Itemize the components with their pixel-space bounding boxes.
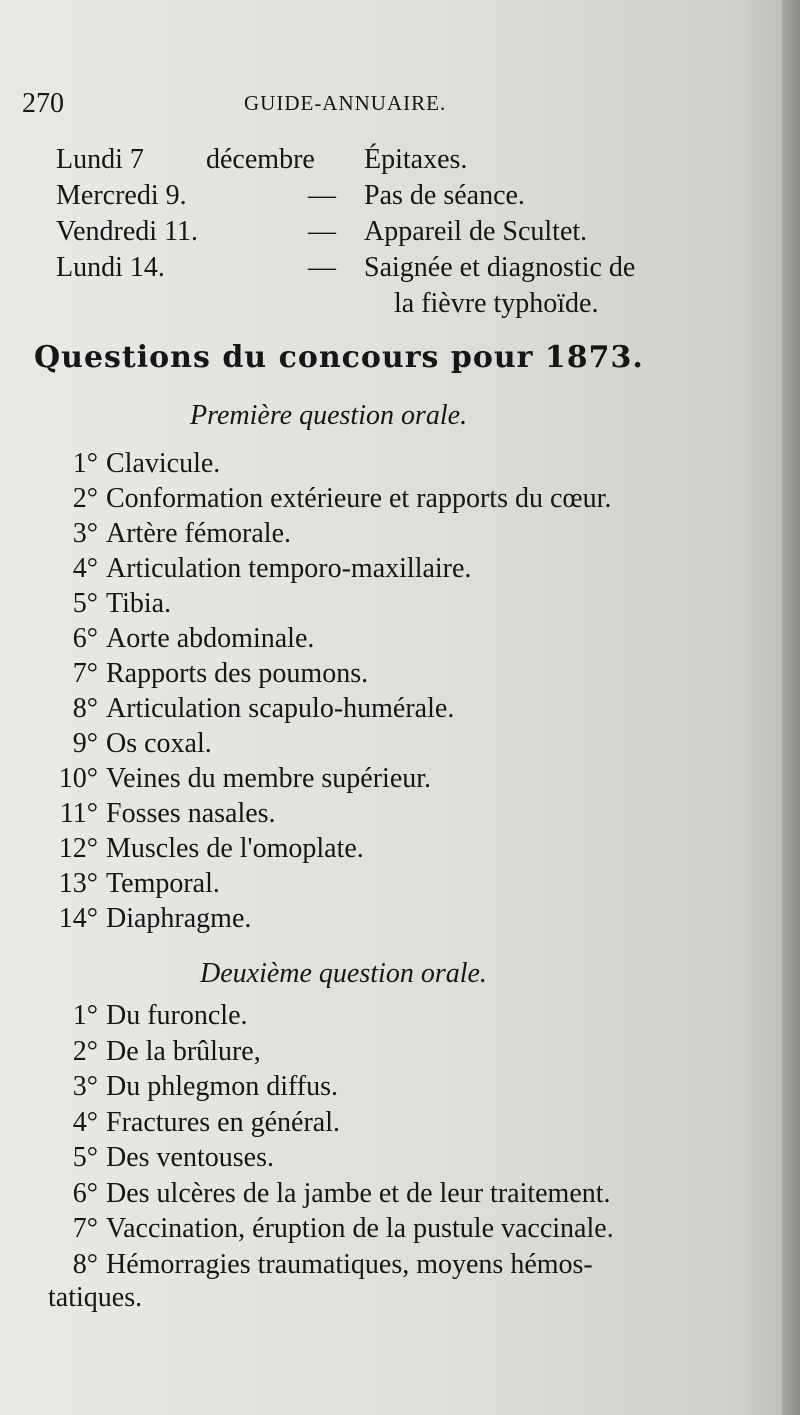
- schedule-topic: Épitaxes.: [364, 144, 468, 175]
- list-item: [30, 763, 730, 798]
- item-text: Veines du membre supérieur.: [106, 763, 432, 794]
- section-title: Questions du concours pour 1873.: [34, 340, 644, 375]
- first-question-heading: Première question orale.: [190, 400, 468, 431]
- item-number: 9°: [72, 728, 98, 759]
- list-item: [30, 833, 730, 868]
- item-number: 12°: [58, 833, 98, 864]
- item-text: Os coxal.: [106, 728, 212, 759]
- item-number: 5°: [72, 588, 98, 619]
- item-text: Muscles de l'omoplate.: [106, 833, 364, 864]
- list-item: [30, 728, 730, 763]
- item-text: Des ulcères de la jambe et de leur traitement.: [106, 1177, 611, 1209]
- item-text: Temporal.: [106, 868, 220, 899]
- item-text: Articulation scapulo-humérale.: [106, 693, 455, 724]
- schedule-topic: Saignée et diagnostic de: [364, 252, 636, 283]
- schedule-day: Vendredi 11.: [56, 216, 199, 247]
- item-continuation: tatiques.: [48, 1282, 143, 1313]
- item-number: 8°: [72, 693, 98, 724]
- list-item: [30, 1000, 730, 1036]
- item-text: Artère fémorale.: [106, 518, 291, 549]
- schedule-topic: Appareil de Scultet.: [364, 216, 588, 247]
- list-item: [30, 518, 730, 553]
- list-item: [30, 553, 730, 588]
- item-number: 4°: [72, 1106, 98, 1138]
- schedule-row: [56, 180, 716, 216]
- item-text: Des ventouses.: [106, 1142, 274, 1173]
- item-number: 13°: [58, 868, 98, 899]
- list-item: [30, 1107, 730, 1143]
- item-text: Du furoncle.: [106, 1000, 248, 1031]
- item-number: 7°: [72, 658, 98, 689]
- list-item: [30, 1071, 730, 1107]
- schedule-day: Lundi 14.: [56, 252, 165, 283]
- item-text: Aorte abdominale.: [106, 623, 315, 654]
- item-number: 3°: [72, 1071, 98, 1102]
- item-number: 4°: [72, 553, 98, 584]
- item-number: 7°: [72, 1213, 98, 1244]
- item-number: 14°: [58, 903, 98, 934]
- item-number: 8°: [72, 1248, 98, 1280]
- item-number: 6°: [72, 623, 98, 654]
- item-text: Fosses nasales.: [106, 798, 276, 829]
- second-question-list: [30, 1000, 730, 1284]
- first-question-list: [30, 448, 730, 938]
- schedule-dash: —: [308, 180, 336, 211]
- item-text: Diaphragme.: [106, 903, 252, 934]
- page-number: 270: [22, 88, 64, 119]
- list-item: [30, 693, 730, 728]
- item-text: Conformation extérieure et rapports du cœur.: [106, 483, 612, 514]
- list-item: [30, 448, 730, 483]
- item-text: Fractures en général.: [106, 1106, 340, 1138]
- schedule-day: Lundi 7: [56, 144, 144, 175]
- list-item: [30, 1213, 730, 1249]
- schedule: [56, 144, 716, 324]
- item-number: 2°: [72, 1035, 98, 1067]
- list-item: [30, 483, 730, 518]
- item-text: Rapports des poumons.: [106, 658, 369, 689]
- item-number: 10°: [58, 763, 98, 794]
- list-item: [30, 623, 730, 658]
- list-item: [30, 658, 730, 693]
- list-item: [30, 1178, 730, 1214]
- running-head: [22, 88, 722, 124]
- item-text: Du phlegmon diffus.: [106, 1071, 339, 1102]
- item-number: 1°: [72, 1000, 98, 1031]
- list-item: [30, 868, 730, 903]
- list-item: [30, 1249, 730, 1285]
- item-text: Clavicule.: [106, 448, 221, 479]
- item-number: 1°: [72, 448, 98, 479]
- schedule-row: [56, 216, 716, 252]
- list-item: [30, 903, 730, 938]
- list-item: [30, 1142, 730, 1178]
- list-item: [30, 588, 730, 623]
- item-number: 6°: [72, 1177, 98, 1209]
- schedule-row: [56, 252, 716, 324]
- schedule-row: [56, 144, 716, 180]
- item-text: De la brûlure,: [106, 1035, 261, 1067]
- schedule-day: Mercredi 9.: [56, 180, 187, 211]
- second-question-heading: Deuxième question orale.: [200, 958, 487, 989]
- running-title: GUIDE-ANNUAIRE.: [244, 91, 447, 115]
- list-item: [30, 798, 730, 833]
- item-text: Hémorragies traumatiques, moyens hémos-: [106, 1248, 593, 1280]
- item-text: Tibia.: [106, 588, 172, 619]
- schedule-dash: —: [308, 216, 336, 247]
- item-number: 2°: [72, 483, 98, 514]
- page-edge: [782, 0, 800, 1415]
- item-number: 11°: [59, 798, 98, 829]
- item-text: Vaccination, éruption de la pustule vaccinale.: [106, 1213, 614, 1244]
- item-number: 3°: [72, 518, 98, 549]
- schedule-dash: —: [308, 252, 336, 283]
- list-item: [30, 1036, 730, 1072]
- schedule-month: décembre: [206, 144, 315, 175]
- item-text: Articulation temporo-maxillaire.: [106, 553, 472, 584]
- schedule-topic: Pas de séance.: [364, 180, 525, 211]
- item-number: 5°: [72, 1142, 98, 1173]
- schedule-topic-continued: la fièvre typhoïde.: [394, 288, 599, 319]
